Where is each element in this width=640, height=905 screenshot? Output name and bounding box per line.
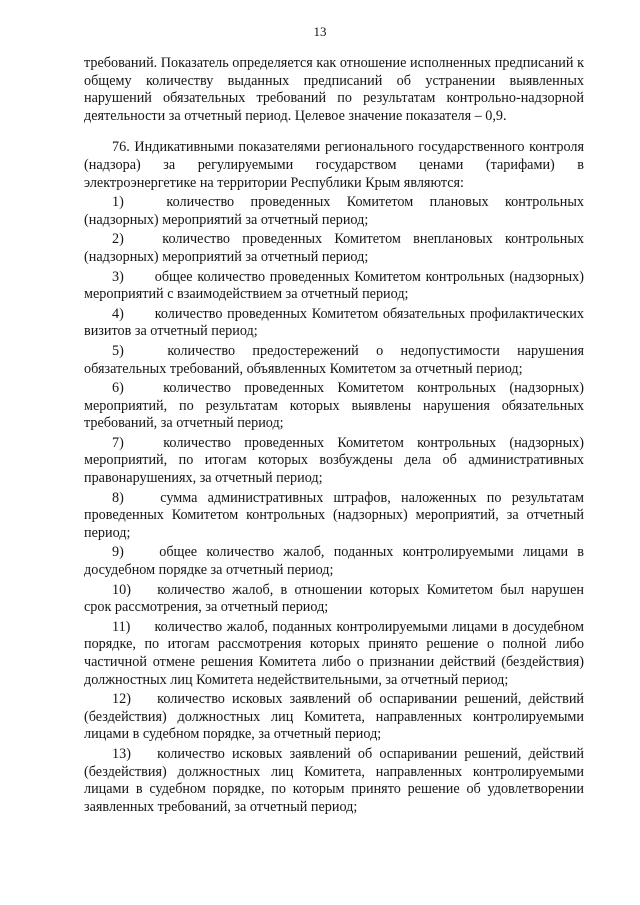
list-item bbox=[84, 544, 584, 579]
item-number: 5) bbox=[112, 342, 124, 359]
item-text: количество предостережений о недопустимости нарушения обязательных требований, объявленных Комитетом за отчетный период; bbox=[84, 342, 584, 377]
item-text: количество проведенных Комитетом обязательных профилактических визитов за отчетный период; bbox=[84, 305, 584, 340]
item-text: количество проведенных Комитетом плановых контрольных (надзорных) мероприятий за отчетный период; bbox=[84, 194, 584, 228]
item-text: количество исковых заявлений об оспаривании решений, действий (бездействия) должностных лиц Комитета, направленных контролируемыми лицами в судебном порядке, за отчетный период; bbox=[84, 691, 585, 743]
item-number: 1) bbox=[112, 194, 124, 211]
item-text: количество жалоб, поданных контролируемыми лицами в досудебном порядке, по итогам рассмотрения которых принято решение о полной либо частичной отмене решения Комитета либо о признании действий (бездействия) должностных лиц Комитета недействительными, за отчетный период; bbox=[84, 618, 584, 688]
item-number: 8) bbox=[112, 489, 124, 506]
indicator-list bbox=[84, 194, 584, 816]
item-text: количество проведенных Комитетом контрольных (надзорных) мероприятий, по итогам которых возбуждены дела об административных правонарушениях, за отчетный период; bbox=[84, 434, 584, 487]
list-item bbox=[84, 194, 584, 229]
item-text: количество исковых заявлений об оспаривании решений, действий (бездействия) должностных лиц Комитета, направленных контролируемыми лицами в судебном порядке, по которым принято решение об удовлетворении заявленных требований, за отчетный период; bbox=[84, 745, 585, 815]
item-text: количество проведенных Комитетом внеплановых контрольных (надзорных) мероприятий за отчетный период; bbox=[84, 231, 584, 265]
item-text: общее количество жалоб, поданных контролируемыми лицами в досудебном порядке за отчетный период; bbox=[84, 544, 584, 579]
list-item bbox=[84, 231, 584, 266]
item-text: общее количество проведенных Комитетом контрольных (надзорных) мероприятий с взаимодействием за отчетный период; bbox=[84, 268, 584, 303]
item-number: 11) bbox=[112, 618, 131, 635]
list-item bbox=[84, 343, 584, 378]
item-number: 10) bbox=[112, 581, 131, 598]
list-item bbox=[84, 306, 584, 341]
item-number: 4) bbox=[112, 305, 124, 322]
item-number: 12) bbox=[112, 691, 131, 708]
list-item bbox=[84, 746, 584, 816]
section-76-heading: 76. Индикативными показателями регионального государственного контроля (надзора) за регулируемыми государством ценами (тарифами) в электроэнергетике на территории Республики Крым являются: bbox=[84, 139, 584, 191]
list-item bbox=[84, 619, 584, 689]
item-text: количество жалоб, в отношении которых Комитетом был нарушен срок рассмотрения, за отчетный период; bbox=[84, 581, 584, 616]
list-item bbox=[84, 490, 584, 543]
item-number: 9) bbox=[112, 544, 124, 561]
page-number: 13 bbox=[313, 24, 327, 39]
document-body bbox=[84, 55, 584, 818]
list-item bbox=[84, 269, 584, 304]
item-text: сумма административных штрафов, наложенных по результатам проведенных Комитетом контрольных (надзорных) мероприятий, за отчетный период; bbox=[84, 489, 584, 541]
list-item bbox=[84, 691, 584, 744]
list-item bbox=[84, 582, 584, 617]
list-item bbox=[84, 380, 584, 433]
item-number: 3) bbox=[112, 268, 124, 285]
item-number: 13) bbox=[112, 745, 131, 762]
intro-paragraph: требований. Показатель определяется как отношение исполненных предписаний к общему количеству выданных предписаний об устранении выявленных нарушений обязательных требований по результатам контрольно-надзорной деятельности за отчетный период. Целевое значение показателя – 0,9. bbox=[84, 55, 584, 124]
list-item bbox=[84, 435, 584, 488]
item-text: количество проведенных Комитетом контрольных (надзорных) мероприятий, по результатам которых выявлены нарушения обязательных требований, за отчетный период; bbox=[84, 380, 584, 432]
item-number: 7) bbox=[112, 434, 124, 451]
item-number: 2) bbox=[112, 231, 124, 248]
item-number: 6) bbox=[112, 380, 124, 397]
